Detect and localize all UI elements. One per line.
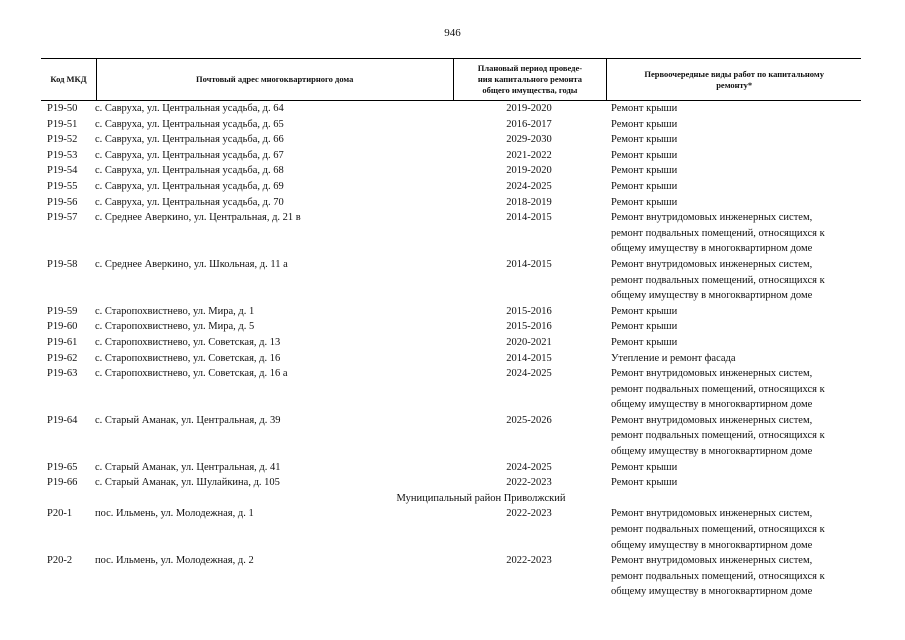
table-row [41, 319, 861, 335]
table-header [41, 58, 861, 101]
works-line: Ремонт крыши [611, 336, 678, 348]
works-line: Ремонт внутридомовых инженерных систем, [611, 368, 813, 380]
cell-address: с. Старый Аманак, ул. Шулайкина, д. 105 [95, 477, 280, 489]
works-line: Ремонт крыши [611, 134, 678, 146]
header-code: Код МКД [50, 74, 87, 84]
cell-works [606, 413, 861, 460]
cell-address: с. Савруха, ул. Центральная усадьба, д. 69 [95, 180, 284, 192]
cell-code: Р19-52 [47, 134, 78, 146]
cell-code: Р19-59 [47, 305, 78, 317]
table-row [41, 148, 861, 164]
cell-code: Р20-1 [47, 508, 73, 520]
works-line: общему имуществу в многоквартирном доме [611, 290, 813, 302]
cell-code: Р19-58 [47, 258, 78, 270]
table-row [41, 506, 861, 553]
header-works [606, 59, 861, 100]
cell-code: Р19-51 [47, 118, 78, 130]
cell-period: 2014-2015 [506, 212, 552, 224]
table-row [41, 163, 861, 179]
cell-code: Р19-61 [47, 336, 78, 348]
works-line: Ремонт крыши [611, 461, 678, 473]
table-row [41, 335, 861, 351]
cell-works [606, 553, 861, 600]
table-row [41, 132, 861, 148]
cell-address: с. Старый Аманак, ул. Центральная, д. 39 [95, 414, 281, 426]
cell-period: 2025-2026 [506, 414, 552, 426]
cell-works [606, 195, 861, 211]
cell-works [606, 475, 861, 491]
cell-works [606, 460, 861, 476]
works-line: Ремонт крыши [611, 118, 678, 130]
cell-works [606, 319, 861, 335]
works-line: общему имуществу в многоквартирном доме [611, 586, 813, 598]
section-heading: Муниципальный район Приволжский [396, 492, 566, 504]
cell-code: Р19-50 [47, 103, 78, 114]
cell-period: 2024-2025 [506, 461, 552, 473]
table-row [41, 195, 861, 211]
works-line: Утепление и ремонт фасада [611, 352, 736, 364]
table-row [41, 351, 861, 367]
table-row [41, 475, 861, 491]
cell-period: 2024-2025 [506, 180, 552, 192]
cell-period: 2020-2021 [506, 336, 552, 348]
works-line: общему имуществу в многоквартирном доме [611, 243, 813, 255]
cell-code: Р19-54 [47, 165, 78, 177]
works-line: Ремонт крыши [611, 149, 678, 161]
cell-period: 2014-2015 [506, 258, 552, 270]
cell-address: с. Среднее Аверкино, ул. Центральная, д. 21 в [95, 212, 301, 224]
cell-works [606, 366, 861, 413]
works-line: ремонт подвальных помещений, относящихся к [611, 570, 825, 582]
table-row [41, 117, 861, 133]
table-row [41, 366, 861, 413]
works-line: ремонт подвальных помещений, относящихся к [611, 227, 825, 239]
cell-address: пос. Ильмень, ул. Молодежная, д. 2 [95, 555, 254, 567]
works-line: Ремонт крыши [611, 305, 678, 317]
cell-period: 2024-2025 [506, 368, 552, 380]
works-line: ремонт подвальных помещений, относящихся к [611, 274, 825, 286]
cell-works [606, 101, 861, 117]
works-line: общему имуществу в многоквартирном доме [611, 539, 813, 551]
cell-code: Р19-64 [47, 414, 78, 426]
cell-period: 2022-2023 [506, 555, 552, 567]
works-line: Ремонт внутридомовых инженерных систем, [611, 508, 813, 520]
cell-address: с. Среднее Аверкино, ул. Школьная, д. 11 а [95, 258, 288, 270]
works-line: Ремонт крыши [611, 477, 678, 489]
cell-works [606, 304, 861, 320]
header-works-line: Первоочередные виды работ по капитальному [644, 68, 824, 79]
cell-period: 2015-2016 [506, 321, 552, 333]
cell-works [606, 132, 861, 148]
table-row [41, 210, 861, 257]
table-row [41, 101, 861, 117]
table-body [41, 101, 861, 600]
table-row [41, 179, 861, 195]
cell-works [606, 179, 861, 195]
cell-period: 2029-2030 [506, 134, 552, 146]
cell-address: с. Старопохвистнево, ул. Советская, д. 13 [95, 336, 281, 348]
cell-period: 2019-2020 [506, 103, 552, 114]
cell-works [606, 257, 861, 304]
works-line: ремонт подвальных помещений, относящихся к [611, 383, 825, 395]
works-line: общему имуществу в многоквартирном доме [611, 446, 813, 458]
cell-period: 2014-2015 [506, 352, 552, 364]
header-period-line: Плановый период проведе- [477, 63, 583, 73]
works-line: Ремонт крыши [611, 180, 678, 192]
cell-address: с. Савруха, ул. Центральная усадьба, д. 67 [95, 149, 284, 161]
cell-code: Р19-63 [47, 368, 78, 380]
cell-works [606, 210, 861, 257]
cell-address: с. Старопохвистнево, ул. Мира, д. 1 [95, 305, 255, 317]
works-line: Ремонт крыши [611, 165, 678, 177]
cell-code: Р19-60 [47, 321, 78, 333]
cell-works [606, 506, 861, 553]
page-number: 946 [444, 27, 461, 39]
cell-address: пос. Ильмень, ул. Молодежная, д. 1 [95, 508, 254, 520]
cell-code: Р19-66 [47, 477, 78, 489]
cell-works [606, 163, 861, 179]
table-row [41, 413, 861, 460]
cell-period: 2022-2023 [506, 508, 552, 520]
cell-works [606, 148, 861, 164]
header-period-line: общего имущества, годы [482, 85, 578, 95]
repair-schedule-table [41, 58, 861, 600]
cell-period: 2015-2016 [506, 305, 552, 317]
cell-address: с. Савруха, ул. Центральная усадьба, д. 65 [95, 118, 284, 130]
works-line: Ремонт крыши [611, 196, 678, 208]
works-line: ремонт подвальных помещений, относящихся к [611, 524, 825, 536]
works-line: Ремонт крыши [611, 321, 678, 333]
cell-period: 2022-2023 [506, 477, 552, 489]
header-period [453, 59, 607, 100]
cell-code: Р19-62 [47, 352, 78, 364]
cell-period: 2019-2020 [506, 165, 552, 177]
cell-address: с. Савруха, ул. Центральная усадьба, д. 64 [95, 103, 284, 114]
table-row [41, 460, 861, 476]
header-works-line: ремонту* [716, 79, 753, 90]
table-row [41, 257, 861, 304]
cell-address: с. Савруха, ул. Центральная усадьба, д. 70 [95, 196, 284, 208]
works-line: Ремонт внутридомовых инженерных систем, [611, 258, 813, 270]
cell-period: 2016-2017 [506, 118, 552, 130]
works-line: Ремонт внутридомовых инженерных систем, [611, 212, 813, 224]
cell-code: Р19-53 [47, 149, 78, 161]
header-address: Почтовый адрес многоквартирного дома [96, 59, 453, 100]
works-line: Ремонт крыши [611, 103, 678, 114]
cell-address: с. Старопохвистнево, ул. Советская, д. 16 а [95, 368, 288, 380]
cell-address: с. Старопохвистнево, ул. Мира, д. 5 [95, 321, 255, 333]
works-line: Ремонт внутридомовых инженерных систем, [611, 414, 813, 426]
cell-code: Р19-55 [47, 180, 78, 192]
works-line: Ремонт внутридомовых инженерных систем, [611, 555, 813, 567]
cell-address: с. Старопохвистнево, ул. Советская, д. 16 [95, 352, 281, 364]
header-period-line: ния капитального ремонта [477, 74, 582, 84]
table-row [41, 304, 861, 320]
table-row [41, 553, 861, 600]
cell-code: Р19-57 [47, 212, 78, 224]
cell-address: с. Савруха, ул. Центральная усадьба, д. 68 [95, 165, 284, 177]
cell-works [606, 117, 861, 133]
cell-works [606, 351, 861, 367]
works-line: общему имуществу в многоквартирном доме [611, 399, 813, 411]
cell-address: с. Старый Аманак, ул. Центральная, д. 41 [95, 461, 281, 473]
works-line: ремонт подвальных помещений, относящихся к [611, 430, 825, 442]
cell-works [606, 335, 861, 351]
cell-address: с. Савруха, ул. Центральная усадьба, д. 66 [95, 134, 284, 146]
cell-code: Р19-65 [47, 461, 78, 473]
cell-code: Р20-2 [47, 555, 73, 567]
cell-code: Р19-56 [47, 196, 78, 208]
cell-period: 2021-2022 [506, 149, 552, 161]
cell-period: 2018-2019 [506, 196, 552, 208]
